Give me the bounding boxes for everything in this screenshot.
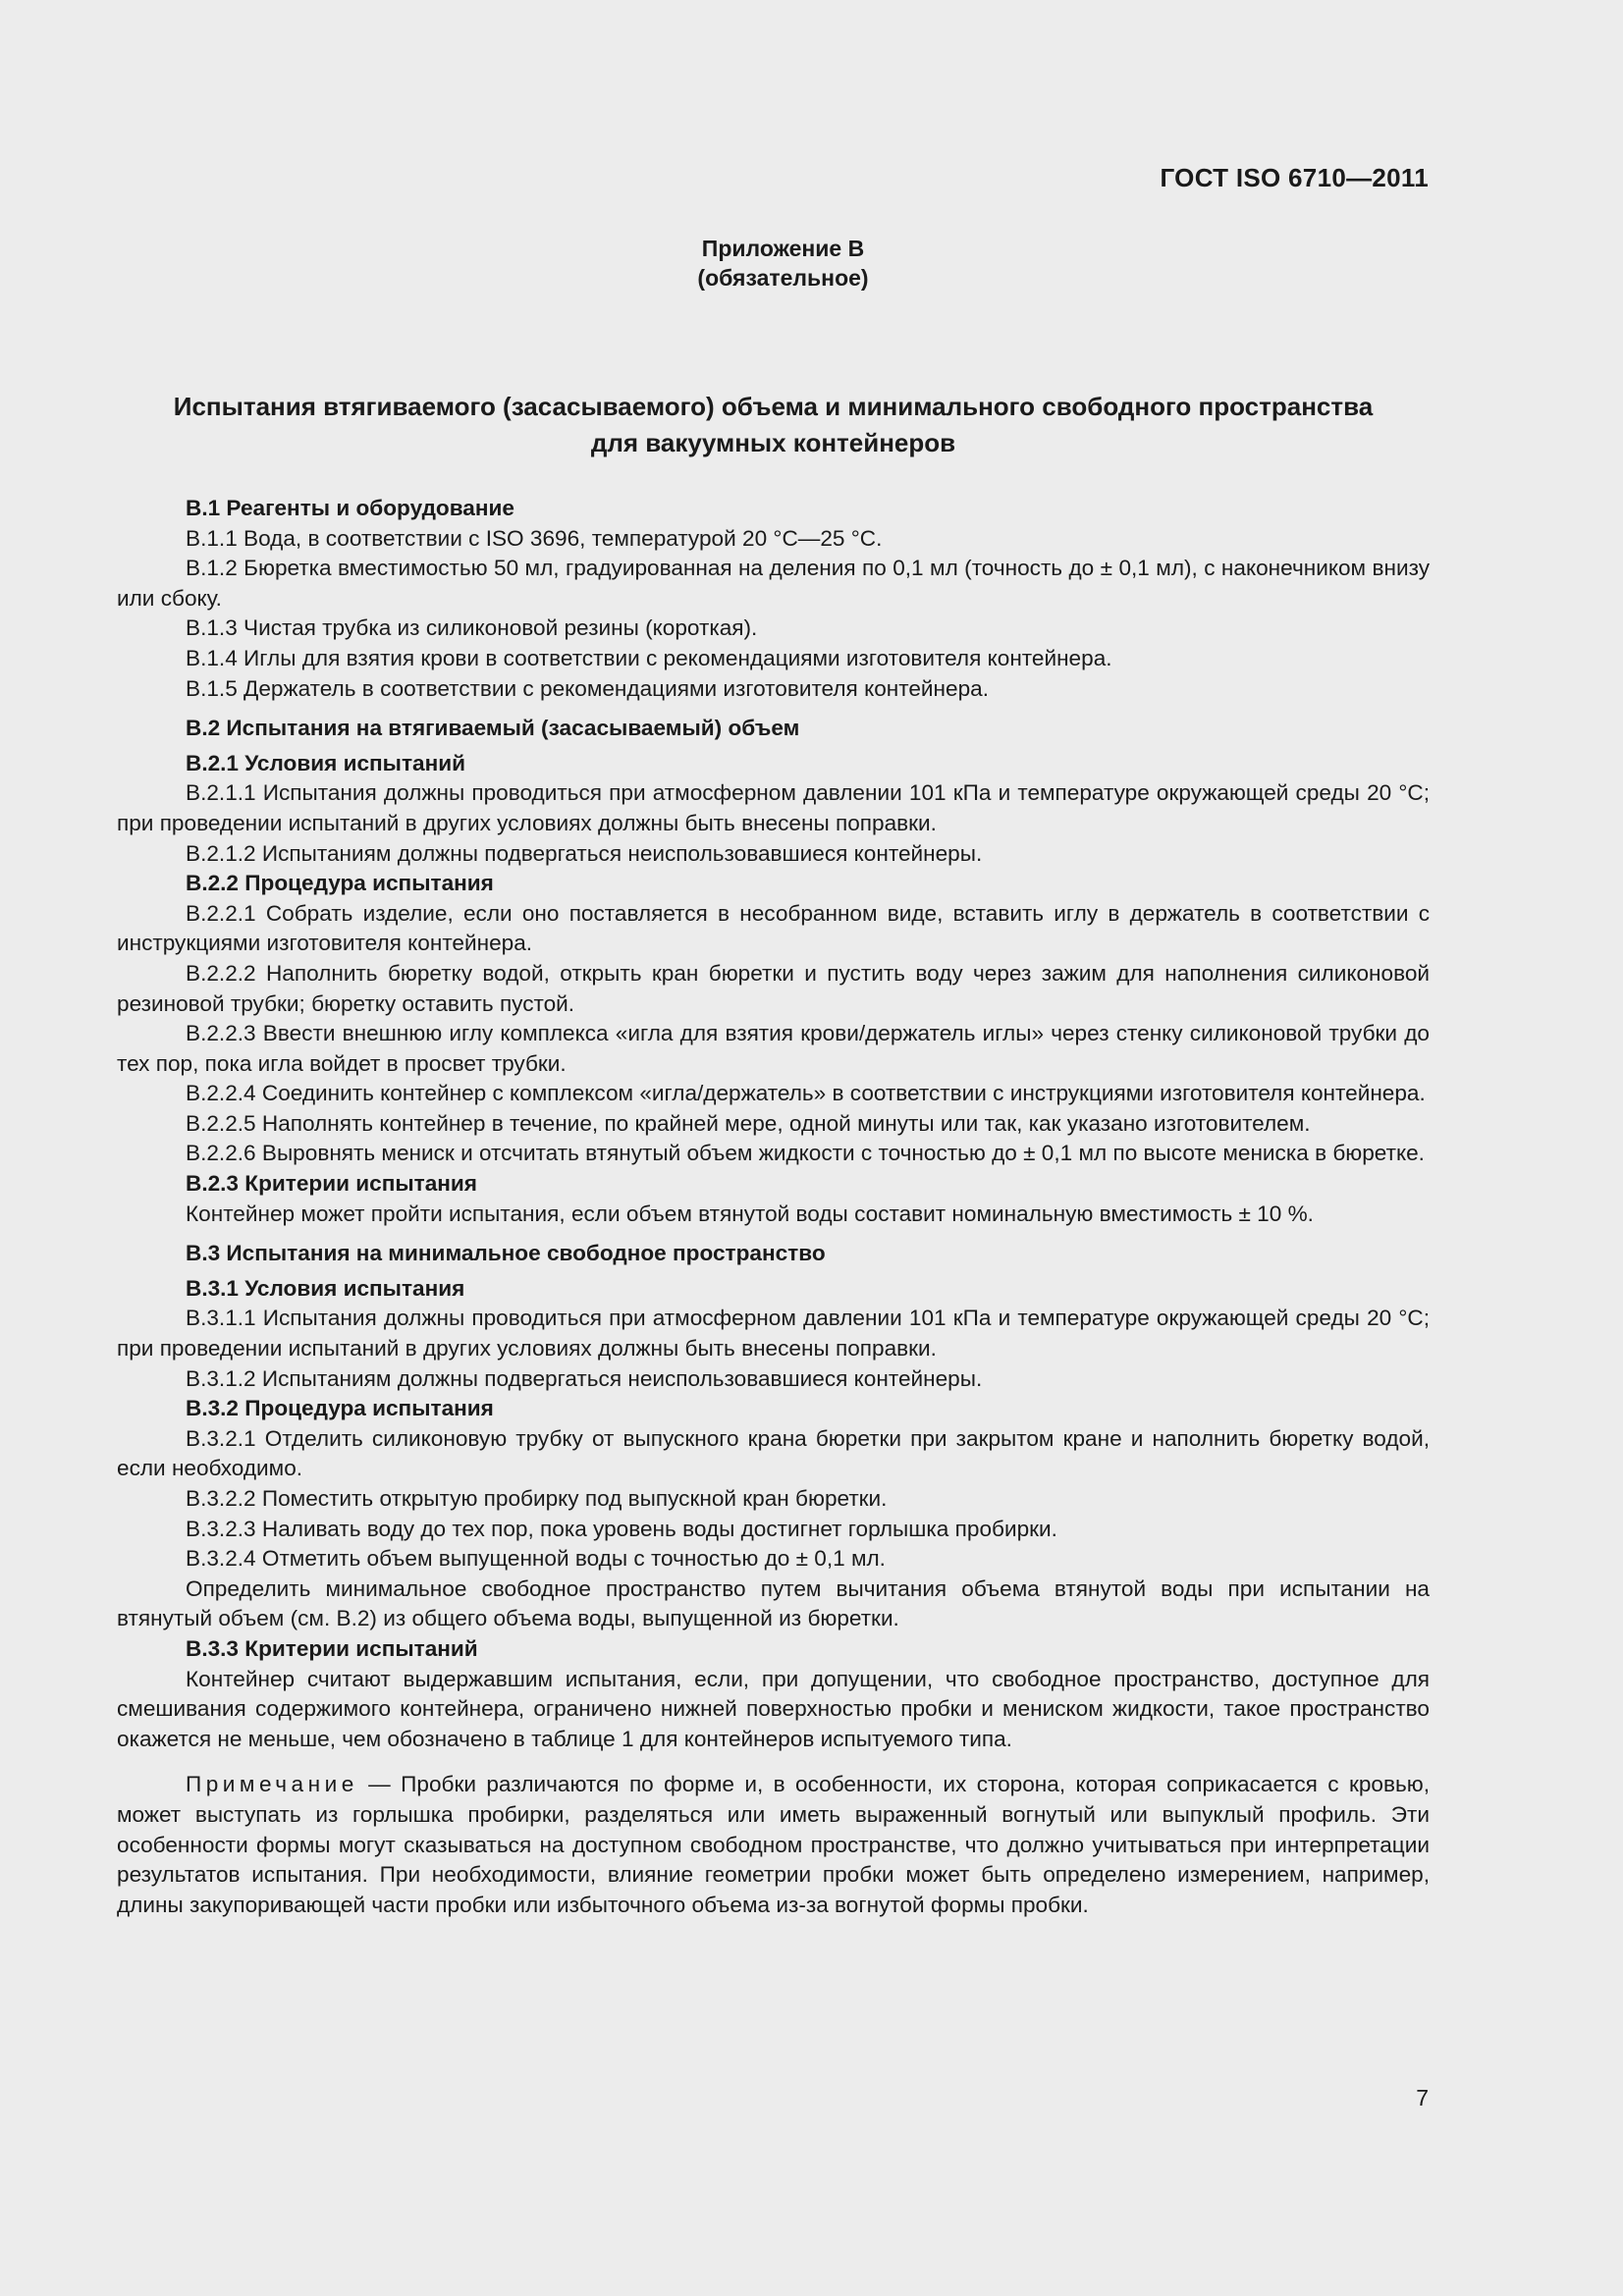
subsection-heading: В.3.3 Критерии испытаний [186,1635,478,1661]
annex-heading [0,234,1566,293]
paragraph: В.2.2.1 Собрать изделие, если оно поставляется в несобранном виде, вставить иглу в держатель в соответствии с инструкциями изготовителя контейнера. [117,900,1430,956]
document-title-line-1: Испытания втягиваемого (засасываемого) объема и минимального свободного пространства [173,392,1374,421]
subsection-heading: В.3.2 Процедура испытания [186,1396,494,1421]
section-heading: В.2 Испытания на втягиваемый (засасываемый) объем [186,716,800,741]
paragraph: Контейнер может пройти испытания, если объем втянутой воды составит номинальную вместимость ± 10 %. [186,1201,1314,1226]
note-label: Примечание [186,1772,358,1797]
page-number: 7 [1416,2085,1429,2110]
section-heading: В.1 Реагенты и оборудование [186,496,514,520]
paragraph: В.3.2.3 Наливать воду до тех пор, пока уровень воды достигнет горлышка пробирки. [186,1516,1057,1541]
paragraph: В.3.1.2 Испытаниям должны подвергаться неиспользовавшиеся контейнеры. [186,1365,983,1391]
paragraph: В.1.1 Вода, в соответствии с ISO 3696, температурой 20 °С—25 °С. [186,525,883,551]
paragraph: В.3.2.2 Поместить открытую пробирку под выпускной кран бюретки. [186,1486,888,1511]
subsection-heading: В.3.1 Условия испытания [186,1275,465,1301]
paragraph: В.3.2.1 Отделить силиконовую трубку от выпускного крана бюретки при закрытом кране и наполнить бюретку водой, если необходимо. [117,1425,1430,1481]
paragraph: В.2.2.2 Наполнить бюретку водой, открыть кран бюретки и пустить воду через зажим для наполнения силиконовой резиновой трубки; бюретку оставить пустой. [117,960,1430,1016]
paragraph: В.2.2.6 Выровнять мениск и отсчитать втянутый объем жидкости с точностью до ± 0,1 мл по высоте мениска в бюретке. [186,1141,1425,1166]
paragraph: В.2.2.5 Наполнять контейнер в течение, по крайней мере, одной минуты или так, как указано изготовителем. [186,1110,1311,1136]
annex-title: Приложение В [701,236,865,261]
paragraph: В.1.5 Держатель в соответствии с рекомендациями изготовителя контейнера. [186,675,989,701]
note [117,1770,1430,1920]
paragraph: В.2.2.3 Ввести внешнюю иглу комплекса «игла для взятия крови/держатель иглы» через стенку силиконовой трубки до тех пор, пока игла войдет в просвет трубки. [117,1021,1430,1076]
paragraph: В.2.1.1 Испытания должны проводиться при атмосферном давлении 101 кПа и температуре окружающей среды 20 °С; при проведении испытаний в других условиях должны быть внесены поправки. [117,780,1430,835]
document-body [117,494,1430,1920]
paragraph: В.1.2 Бюретка вместимостью 50 мл, градуированная на деления по 0,1 мл (точность до ± 0,1 мл), с наконечником внизу или сбоку. [117,556,1430,611]
paragraph: Контейнер считают выдержавшим испытания, если, при допущении, что свободное пространство, доступное для смешивания содержимого контейнера, ограничено нижней поверхностью пробки и мениском жидкости, такое пространство окажется не меньше, чем обозначено в таблице 1 для контейнеров испытуемого типа. [117,1666,1430,1751]
paragraph: В.3.2.4 Отметить объем выпущенной воды с точностью до ± 0,1 мл. [186,1546,886,1572]
paragraph: В.2.2.4 Соединить контейнер с комплексом «игла/держатель» в соответствии с инструкциями изготовителя контейнера. [186,1081,1426,1106]
paragraph: В.1.4 Иглы для взятия крови в соответствии с рекомендациями изготовителя контейнера. [186,645,1112,670]
paragraph: В.1.3 Чистая трубка из силиконовой резины (короткая). [186,615,758,641]
document-title-line-2: для вакуумных контейнеров [590,428,956,457]
subsection-heading: В.2.3 Критерии испытания [186,1171,477,1197]
subsection-heading: В.2.1 Условия испытаний [186,750,466,775]
section-heading: В.3 Испытания на минимальное свободное пространство [186,1241,826,1266]
annex-status: (обязательное) [697,265,869,291]
note-text: — Пробки различаются по форме и, в особенности, их сторона, которая соприкасается с кровью, может выступать из горлышка пробирки, разделяться или иметь выраженный вогнутый или выпуклый профиль. Эти особенности формы могут сказываться на доступном свободном пространстве, что должно учитываться при интерпретации результатов испытания. При необходимости, влияние геометрии пробки может быть определено измерением, например, длины закупоривающей части пробки или избыточного объема из-за вогнутой формы пробки. [117,1772,1430,1917]
standard-code: ГОСТ ISO 6710—2011 [1160,163,1429,192]
paragraph: Определить минимальное свободное пространство путем вычитания объема втянутой воды при испытании на втянутый объем (см. В.2) из общего объема воды, выпущенной из бюретки. [117,1575,1430,1631]
document-title [118,389,1429,461]
paragraph: В.3.1.1 Испытания должны проводиться при атмосферном давлении 101 кПа и температуре окружающей среды 20 °С; при проведении испытаний в других условиях должны быть внесены поправки. [117,1306,1430,1362]
paragraph: В.2.1.2 Испытаниям должны подвергаться неиспользовавшиеся контейнеры. [186,840,983,866]
subsection-heading: В.2.2 Процедура испытания [186,871,494,896]
